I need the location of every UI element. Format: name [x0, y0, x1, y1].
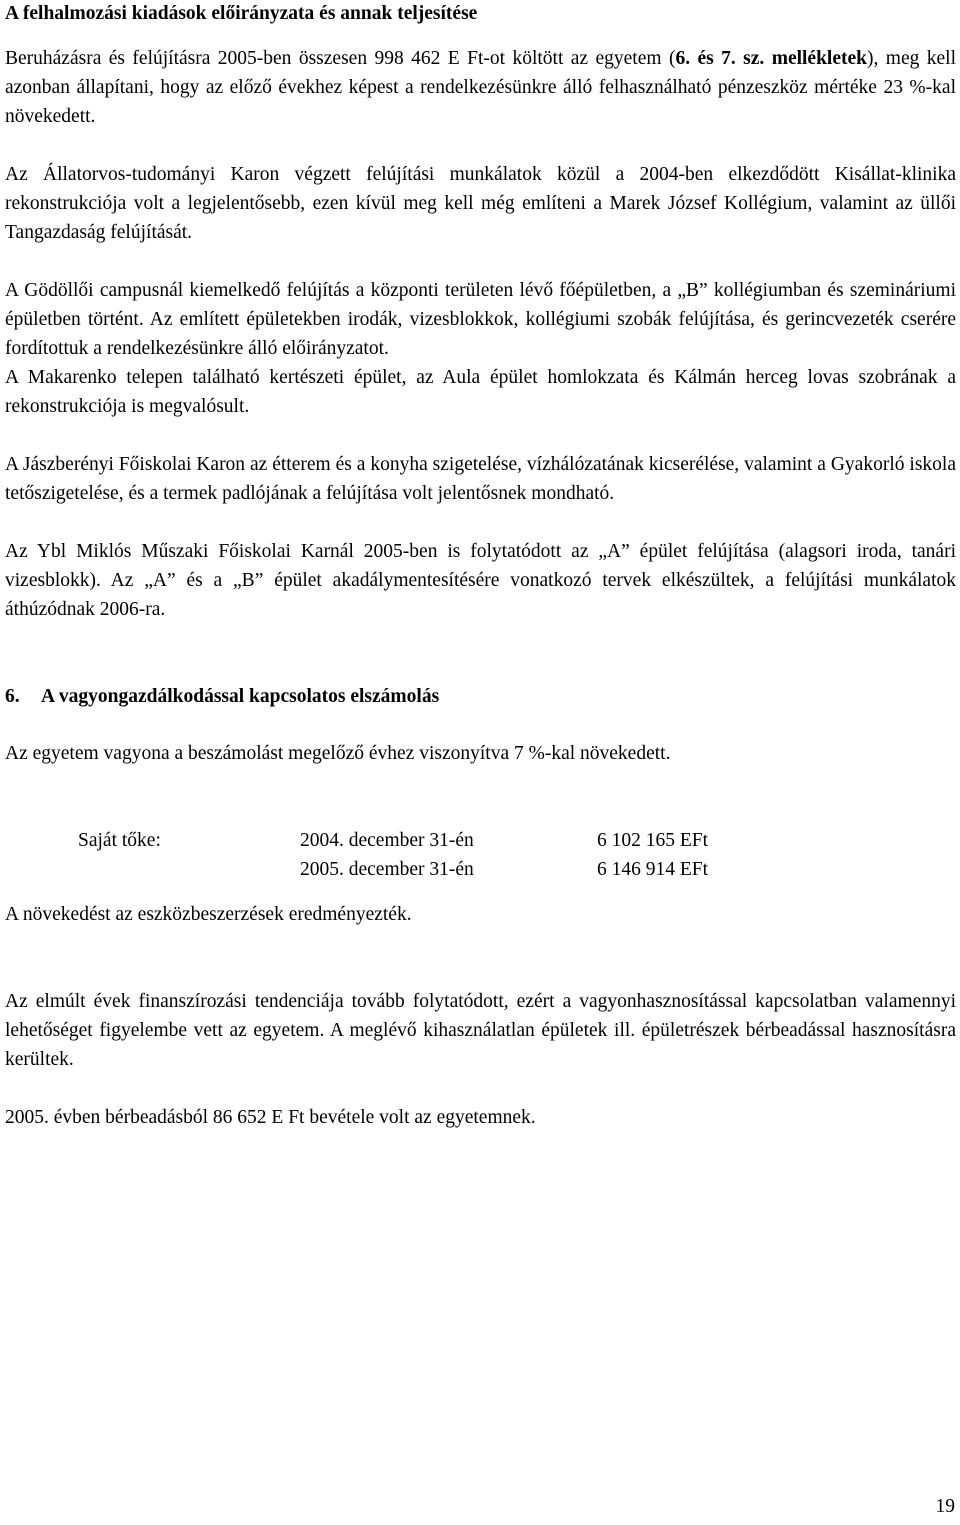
paragraph-investment-text-b: ), meg kell azonban állapítani, hogy az előző évekhez képest a rendelkezésünkre álló felhasználható pénzeszköz mértéke 23 %-kal növekedett. — [5, 48, 956, 127]
section-6-title-text: A vagyongazdálkodással kapcsolatos elszámolás — [41, 686, 440, 707]
page-number: 19 — [935, 1496, 955, 1517]
paragraph-investment — [5, 44, 956, 131]
equity-row — [78, 826, 757, 855]
section-6-title — [5, 682, 956, 711]
paragraph-financing: Az elmúlt évek finanszírozási tendenciája tovább folytatódott, ezért a vagyonhasznosítással kapcsolatban valamennyi lehetőséget figyelembe vett az egyetem. A meglévő kihasználatlan épületek ill. épületrészek bérbeadással hasznosításra kerültek. — [5, 991, 956, 1070]
paragraph-rental-income: 2005. évben bérbeadásból 86 652 E Ft bevétele volt az egyetemnek. — [5, 1107, 536, 1128]
paragraph-investment-text-a: Beruházásra és felújításra 2005-ben összesen 998 462 E Ft-ot költött az egyetem ( — [5, 48, 676, 69]
equity-label-empty — [78, 855, 300, 884]
annex-reference: 6. és 7. sz. mellékletek — [675, 48, 867, 69]
equity-date: 2005. december 31-én — [300, 859, 474, 880]
equity-label: Saját tőke: — [78, 830, 161, 851]
equity-row — [78, 855, 757, 884]
paragraph-growth-cause: A növekedést az eszközbeszerzések eredményezték. — [5, 904, 412, 925]
paragraph-godollo-campus: A Gödöllői campusnál kiemelkedő felújítás a központi területen lévő főépületben, a „B” kollégiumban és szemináriumi épületben történt. Az említett épületekben irodák, vizesblokkok, kollégiumi szobák felújítása, és gerincvezeték cserére fordítottuk a rendelkezésünkre álló előirányzatot. — [5, 280, 956, 359]
equity-value: 6 102 165 EFt — [597, 830, 709, 851]
equity-value: 6 146 914 EFt — [597, 859, 709, 880]
paragraph-jaszbereny: A Jászberényi Főiskolai Karon az étterem és a konyha szigetelése, vízhálózatának kicserélése, valamint a Gyakorló iskola tetőszigetelése, és a termek padlójának a felújítása volt jelentősnek mondható. — [5, 454, 956, 504]
document-page — [5, 0, 956, 1132]
paragraph-veterinary-faculty: Az Állatorvos-tudományi Karon végzett felújítási munkálatok közül a 2004-ben elkezdődött Kisállat-klinika rekonstrukciója volt a legjelentősebb, ezen kívül meg kell még említeni a Marek József Kollégium, valamint az üllői Tangazdaság felújítását. — [5, 164, 956, 243]
paragraph-makarenko: A Makarenko telepen található kertészeti épület, az Aula épület homlokzata és Kálmán herceg lovas szobrának a rekonstrukciója is megvalósult. — [5, 367, 956, 417]
equity-date: 2004. december 31-én — [300, 830, 474, 851]
paragraph-assets-growth: Az egyetem vagyona a beszámolást megelőző évhez viszonyítva 7 %-kal növekedett. — [5, 743, 671, 764]
equity-table — [78, 826, 757, 884]
paragraph-ybl: Az Ybl Miklós Műszaki Főiskolai Karnál 2005-ben is folytatódott az „A” épület felújítása (alagsori iroda, tanári vizesblokk). Az „A” és a „B” épület akadálymentesítésére vonatkozó tervek elkészültek, a felújítási munkálatok áthúzódnak 2006-ra. — [5, 541, 956, 620]
section-6-number: 6. — [5, 686, 20, 707]
section-heading: A felhalmozási kiadások előirányzata és annak teljesítése — [5, 3, 478, 24]
